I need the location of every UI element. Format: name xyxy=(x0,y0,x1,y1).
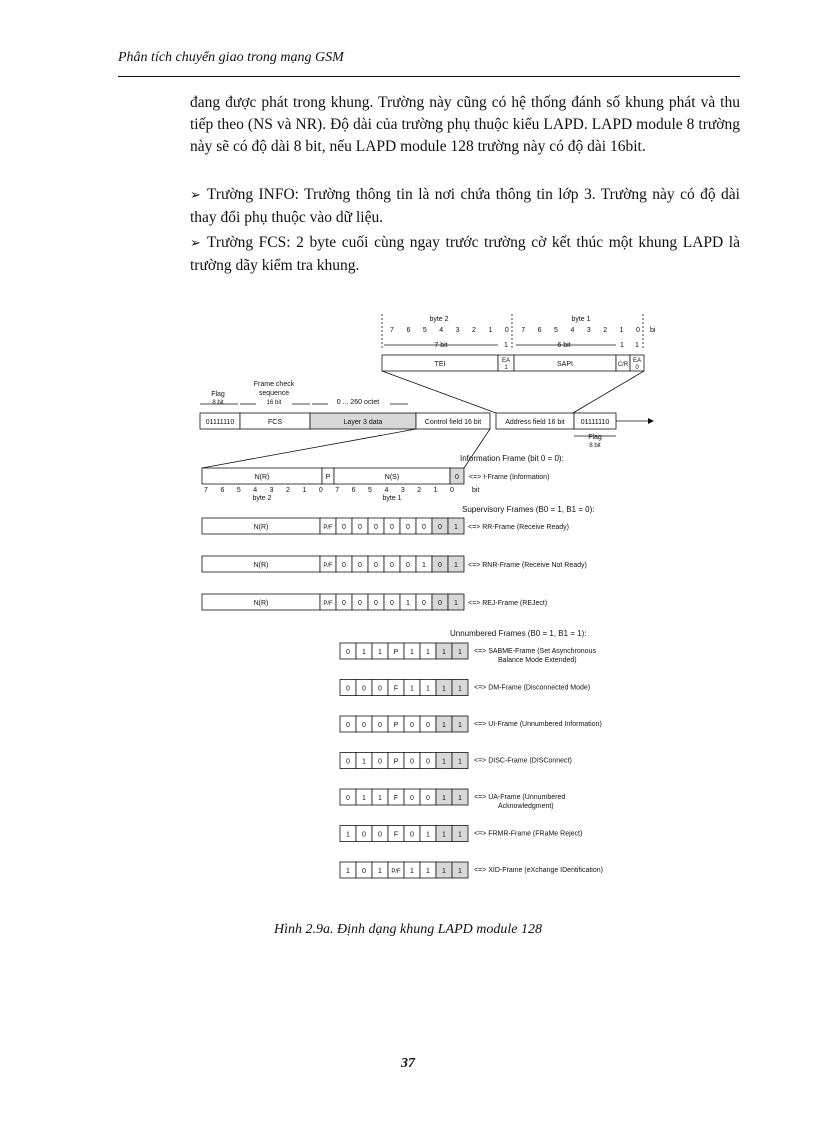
bit-cell: 1 xyxy=(426,831,430,839)
lapd-frame-diagram xyxy=(196,300,666,895)
unnumbered-row xyxy=(340,753,572,769)
top-bit: 3 xyxy=(586,327,591,334)
iframe-bit: 6 xyxy=(351,487,356,494)
top-bit: 0 xyxy=(636,327,640,334)
bullet-icon: ➢ xyxy=(190,236,201,251)
iframe-bit: 2 xyxy=(286,487,290,494)
bit-cell: 0 xyxy=(374,524,378,531)
iframe-bit: 4 xyxy=(253,487,258,494)
bit-cell: 0 xyxy=(438,524,442,531)
bit-cell: 0 xyxy=(358,524,362,531)
bit-cell: 0 xyxy=(358,562,362,569)
bit-cell: F xyxy=(393,685,399,693)
paragraph-info-text: Trường INFO: Trường thông tin là nơi chứa thông tin lớp 3. Trường này có độ dài thay đổi phụ thuộc vào dữ liệu. xyxy=(190,186,740,226)
svg-text:Flag: Flag xyxy=(588,434,602,441)
bit-cell: 0 xyxy=(374,562,378,569)
iframe-bit: 7 xyxy=(335,487,340,494)
top-bit: 0 xyxy=(504,327,509,334)
bit-cell: P xyxy=(393,649,399,656)
bit-cell: 1 xyxy=(442,758,446,766)
top-bit: 7 xyxy=(390,327,394,334)
top-bit: 1 xyxy=(619,327,624,334)
frame-desc: <=> XID-Frame (eXchange IDentification) xyxy=(474,867,603,874)
svg-text:P/F: P/F xyxy=(323,601,333,607)
bit-cell: 0 xyxy=(378,685,382,693)
bit-cell: 1 xyxy=(458,722,462,729)
bit-cell: 1 xyxy=(442,649,446,656)
lapd-diagram-svg xyxy=(196,300,666,890)
bit-cell: 0 xyxy=(410,722,414,729)
bullet-icon: ➢ xyxy=(190,188,201,203)
bit-cell: 0 xyxy=(378,758,382,766)
bit-cell: 0 xyxy=(426,795,430,802)
bit-cell: 1 xyxy=(362,795,366,802)
top-bit: 5 xyxy=(554,327,558,334)
frame-desc: <=> SABME-Frame (Set Asynchronous xyxy=(474,648,596,655)
bit-cell: P xyxy=(393,758,399,766)
svg-text:C/R: C/R xyxy=(617,362,629,368)
bit-cell: 0 xyxy=(422,600,426,607)
frame-desc: <=> REJ-Frame (REJect) xyxy=(468,600,548,607)
iframe-bit: 5 xyxy=(368,487,372,494)
top-bit: 2 xyxy=(472,327,476,334)
len-7bit: 7 bit xyxy=(434,342,448,349)
fcs-label: Frame check xyxy=(253,381,295,388)
bit-cell: 0 xyxy=(378,722,382,729)
unnumbered-row xyxy=(340,643,596,664)
svg-text:N(R): N(R) xyxy=(253,562,269,569)
len-1a: 1 xyxy=(504,342,508,349)
bit-cell: 0 xyxy=(438,600,442,607)
top-bit: 2 xyxy=(603,327,608,334)
unnumbered-frames xyxy=(340,629,603,878)
bit-cell: 1 xyxy=(346,868,350,875)
iframe-bit: 1 xyxy=(433,487,438,494)
i-frame xyxy=(202,454,564,502)
top-bit: 6 xyxy=(406,327,411,334)
paragraph-fcs-text: Trường FCS: 2 byte cuối cùng ngay trước trường cờ kết thúc một khung LAPD là trường dãy kiểm tra khung. xyxy=(190,234,740,274)
bit-cell: 0 xyxy=(346,795,350,802)
iframe-heading: Information Frame (bit 0 = 0): xyxy=(460,454,564,463)
bit-cell: 0 xyxy=(390,600,394,607)
svg-text:N(R): N(R) xyxy=(253,600,269,607)
bit-cell: 0 xyxy=(374,600,378,607)
bit-cell: 0 xyxy=(346,649,350,656)
iframe-bit: 3 xyxy=(400,487,405,494)
header-rule xyxy=(118,76,740,77)
address-field: Address field 16 bit xyxy=(505,419,565,426)
top-bit: 4 xyxy=(439,327,444,334)
bit-cell: 0 xyxy=(406,524,410,531)
bit-cell: 0 xyxy=(342,600,346,607)
iframe-bit: 7 xyxy=(204,487,208,494)
svg-text:0: 0 xyxy=(455,474,459,481)
frame-desc: <=> RR-Frame (Receive Ready) xyxy=(468,524,569,531)
iframe-bit: 5 xyxy=(236,487,241,494)
bit-cell: 1 xyxy=(458,868,462,875)
top-bit: 6 xyxy=(537,327,542,334)
layer3-field: Layer 3 data xyxy=(343,419,383,426)
control-field: Control field 16 bit xyxy=(424,419,482,426)
unnumbered-row xyxy=(340,826,582,842)
unnumbered-row xyxy=(340,789,565,810)
info-length: 0 ... 260 octet xyxy=(336,399,380,406)
paragraph-fcs xyxy=(190,232,740,277)
svg-text:N(R): N(R) xyxy=(253,524,269,531)
frame-desc: <=> UI-Frame (Unnumbered Information) xyxy=(474,721,602,728)
svg-text:N(S): N(S) xyxy=(384,474,400,481)
svg-text:EA: EA xyxy=(501,358,511,364)
supervisory-row xyxy=(202,518,569,534)
svg-text:byte 2: byte 2 xyxy=(252,495,272,502)
supervisory-heading: Supervisory Frames (B0 = 1, B1 = 0): xyxy=(462,505,595,514)
iframe-bit: 3 xyxy=(269,487,274,494)
bit-cell: 1 xyxy=(362,758,366,766)
svg-text:01111110: 01111110 xyxy=(580,419,610,426)
bit-cell: 0 xyxy=(346,758,350,766)
bit-cell: 1 xyxy=(458,758,462,766)
bit-cell: 0 xyxy=(378,831,382,839)
bit-cell: 1 xyxy=(442,831,446,839)
svg-text:01111110: 01111110 xyxy=(205,419,235,426)
supervisory-row xyxy=(202,556,587,572)
address-field-detail xyxy=(382,314,656,413)
frame-desc: <=> FRMR-Frame (FRaMe Reject) xyxy=(474,830,583,838)
bit-cell: 1 xyxy=(378,795,382,802)
paragraph-1: đang được phát trong khung. Trường này cũng có hệ thống đánh số khung phát và thu tiếp theo (NS và NR). Độ dài của trường phụ thuộc kiểu LAPD. LAPD module 8 trường này sẽ có độ dài 8 bit, nếu LAPD module 128 trường này có độ dài 16bit. xyxy=(190,94,740,155)
top-bit: 3 xyxy=(455,327,460,334)
svg-text:byte 1: byte 1 xyxy=(382,495,402,502)
svg-text:8 bit: 8 bit xyxy=(212,400,224,406)
bit-cell: 0 xyxy=(410,831,414,839)
svg-text:0: 0 xyxy=(635,365,639,371)
unnumbered-row xyxy=(340,680,590,696)
bit-cell: 0 xyxy=(426,758,430,766)
bit-cell: 1 xyxy=(442,685,446,693)
bit-cell: 1 xyxy=(406,600,410,607)
len-1c: 1 xyxy=(635,342,639,349)
bit-cell: 0 xyxy=(358,600,362,607)
bit-cell: 0 xyxy=(422,524,426,531)
bit-cell: 0 xyxy=(426,722,430,729)
frame-desc: <=> DISC-Frame (DISConnect) xyxy=(474,757,572,765)
bit-cell: 1 xyxy=(458,831,462,839)
bit-cell: 0 xyxy=(362,831,366,839)
iframe-bit: 0 xyxy=(318,487,323,494)
frame-desc: <=> UA-Frame (Unnumbered xyxy=(474,794,566,801)
bit-cell: P xyxy=(393,722,399,729)
svg-text:N(R): N(R) xyxy=(254,474,270,481)
byte1-label: byte 1 xyxy=(571,316,591,323)
bit-cell: 0 xyxy=(346,722,350,729)
page-header: Phân tích chuyển giao trong mạng GSM xyxy=(118,50,344,65)
bit-cell: 1 xyxy=(422,562,426,569)
bit-cell: 1 xyxy=(458,649,462,656)
len-1b: 1 xyxy=(620,342,624,349)
unnumbered-heading: Unnumbered Frames (B0 = 1, B1 = 1): xyxy=(450,629,587,638)
page-number: 37 xyxy=(401,1056,415,1071)
top-bit: 4 xyxy=(570,327,575,334)
unnumbered-row xyxy=(340,716,602,732)
frame-structure xyxy=(200,381,654,468)
bit-cell: 1 xyxy=(362,649,366,656)
iframe-desc: <=> I-Frame (Information) xyxy=(469,474,550,481)
bit-cell: P/F xyxy=(391,869,401,875)
top-bit: 5 xyxy=(422,327,427,334)
bit-cell: 0 xyxy=(390,562,394,569)
bit-cell: 1 xyxy=(426,868,430,875)
bit-suffix: bi xyxy=(650,327,656,334)
sapi-label: SAPI xyxy=(557,361,573,368)
bit-cell: 0 xyxy=(406,562,410,569)
bit-cell: 1 xyxy=(410,868,414,875)
bit-cell: 0 xyxy=(342,562,346,569)
bit-cell: 0 xyxy=(438,562,442,569)
svg-text:1: 1 xyxy=(504,365,508,371)
flag-label: Flag xyxy=(211,391,225,398)
byte2-label: byte 2 xyxy=(429,316,449,323)
svg-text:bit: bit xyxy=(472,487,480,494)
bit-cell: 0 xyxy=(362,722,366,729)
iframe-bit: 1 xyxy=(302,487,307,494)
bit-cell: 0 xyxy=(362,685,366,693)
bit-cell: 1 xyxy=(454,600,458,607)
fcs-field: FCS xyxy=(268,419,282,426)
bit-cell: 1 xyxy=(458,685,462,693)
bit-cell: 1 xyxy=(454,524,458,531)
top-bit-numbers xyxy=(390,327,640,334)
bit-cell: 0 xyxy=(342,524,346,531)
bit-cell: 1 xyxy=(426,685,430,693)
bit-cell: 1 xyxy=(378,649,382,656)
tei-label: TEI xyxy=(434,361,446,368)
frame-desc: <=> RNR-Frame (Receive Not Ready) xyxy=(468,562,587,569)
bit-cell: 1 xyxy=(410,685,414,693)
bit-cell: 1 xyxy=(454,562,458,569)
bit-cell: 1 xyxy=(346,831,350,839)
figure-caption: Hình 2.9a. Định dạng khung LAPD module 128 xyxy=(274,922,542,937)
frame-desc-cont: Balance Mode Extended) xyxy=(498,657,577,664)
top-bit: 7 xyxy=(521,327,526,334)
paragraph-info xyxy=(190,184,740,229)
svg-text:P/F: P/F xyxy=(323,563,333,569)
iframe-bit: 6 xyxy=(220,487,225,494)
bit-cell: 0 xyxy=(346,685,350,693)
svg-text:EA: EA xyxy=(632,358,642,364)
bit-cell: 0 xyxy=(362,868,366,875)
iframe-bit: 2 xyxy=(417,487,422,494)
bit-cell: 1 xyxy=(442,722,446,729)
iframe-bit-numbers xyxy=(204,487,454,494)
bit-cell: 0 xyxy=(410,758,414,766)
bit-cell: 0 xyxy=(410,795,414,802)
svg-text:P: P xyxy=(325,474,331,481)
bit-cell: 1 xyxy=(426,649,430,656)
svg-text:8 bit: 8 bit xyxy=(589,443,601,449)
iframe-bit: 4 xyxy=(384,487,389,494)
svg-text:sequence: sequence xyxy=(258,390,290,397)
svg-text:P/F: P/F xyxy=(323,525,333,531)
bit-cell: 0 xyxy=(390,524,394,531)
bit-cell: 1 xyxy=(410,649,414,656)
iframe-bit: 0 xyxy=(450,487,454,494)
bit-cell: 1 xyxy=(442,868,446,875)
frame-desc-cont: Acknowledgment) xyxy=(498,803,554,810)
unnumbered-row xyxy=(340,862,603,878)
bit-cell: F xyxy=(393,831,399,839)
supervisory-row xyxy=(202,594,547,610)
bit-cell: F xyxy=(393,795,399,802)
bit-cell: 1 xyxy=(458,795,462,802)
supervisory-frames xyxy=(202,505,595,610)
frame-desc: <=> DM-Frame (Disconnected Mode) xyxy=(474,684,591,692)
svg-text:16 bit: 16 bit xyxy=(266,400,282,406)
bit-cell: 1 xyxy=(442,795,446,802)
top-bit: 1 xyxy=(488,327,493,334)
len-6bit: 6 bit xyxy=(557,342,571,349)
bit-cell: 1 xyxy=(378,868,382,875)
